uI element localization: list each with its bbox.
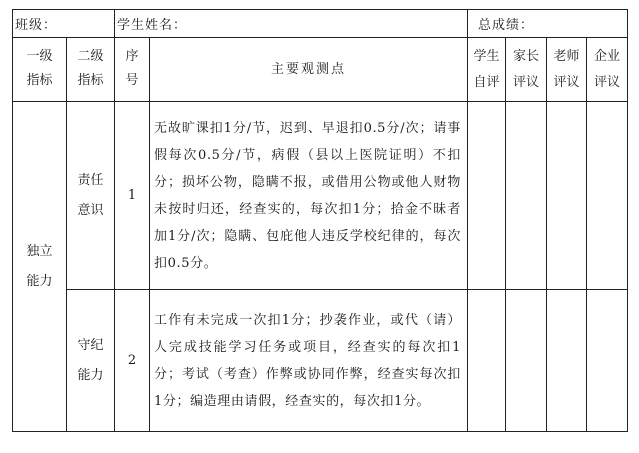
class-label: 班级： (15, 18, 58, 33)
seq-cell: 1 (115, 102, 150, 290)
col-parent-header: 家长 评议 (506, 38, 547, 102)
evaluation-table (12, 9, 628, 432)
observation-text: 工作有未完成一次扣1分；抄袭作业，或代（请）人完成技能学习任务或项目，经查实的每次扣1分；考试（考查）作弊或协同作弊，经查实每次扣1分；编造理由请假，经查实的，每次扣1分。 (150, 290, 468, 432)
student-name-label: 学生姓名： (117, 18, 188, 33)
col-self-header: 学生 自评 (468, 38, 506, 102)
col-level2-header: 二级 指标 (67, 38, 115, 102)
evaluation-form (12, 9, 628, 432)
observation-text: 无故旷课扣1分/节，迟到、早退扣0.5分/次；请事假每次0.5分/节，病假（县以上医院证明）不扣分；损坏公物，隐瞒不报，或借用公物或他人财物未按时归还，经查实的，每次扣1分；拾金不昧者加1分/次；隐瞒、包庇他人违反学校纪律的，每次扣0.5分。 (150, 102, 468, 290)
total-score-field[interactable] (468, 10, 628, 38)
self-eval-cell[interactable] (468, 102, 506, 290)
student-name-field[interactable] (115, 10, 468, 38)
total-score-label: 总成绩： (478, 18, 535, 33)
table-row (13, 290, 628, 432)
header-row (13, 10, 628, 38)
table-row (13, 102, 628, 290)
class-field[interactable] (13, 10, 115, 38)
column-header-row (13, 38, 628, 102)
self-eval-cell[interactable] (468, 290, 506, 432)
parent-eval-cell[interactable] (506, 102, 547, 290)
teacher-eval-cell[interactable] (547, 102, 587, 290)
company-eval-cell[interactable] (587, 290, 628, 432)
teacher-eval-cell[interactable] (547, 290, 587, 432)
company-eval-cell[interactable] (587, 102, 628, 290)
subcategory-cell: 责任 意识 (67, 102, 115, 290)
seq-cell: 2 (115, 290, 150, 432)
col-level1-header: 一级 指标 (13, 38, 67, 102)
category-cell: 独立 能力 (13, 102, 67, 432)
subcategory-cell: 守纪 能力 (67, 290, 115, 432)
col-company-header: 企业 评议 (587, 38, 628, 102)
col-main-header: 主要观测点 (150, 38, 468, 102)
parent-eval-cell[interactable] (506, 290, 547, 432)
col-seq-header: 序 号 (115, 38, 150, 102)
col-teacher-header: 老师 评议 (547, 38, 587, 102)
